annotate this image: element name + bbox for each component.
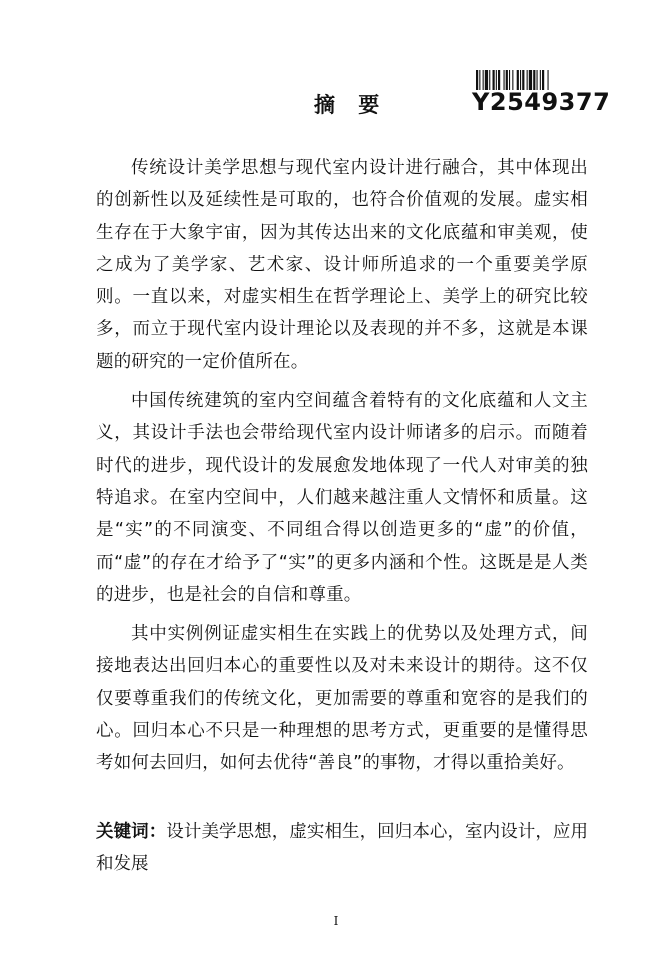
- keywords-section: [96, 816, 588, 880]
- abstract-paragraph-3: 其中实例例证虚实相生在实践上的优势以及处理方式，间接地表达出回归本心的重要性以及对未来设计的期待。这不仅仅要尊重我们的传统文化，更加需要的尊重和宽容的是我们的心。回归本心不只是一种理想的思考方式，更重要的是懂得思考如何去回归，如何去优待“善良”的事物，才得以重拾美好。: [96, 624, 588, 774]
- page-title: 摘 要: [314, 93, 388, 117]
- keywords-label: 关键词：: [96, 822, 167, 842]
- keywords-text: 设计美学思想，虚实相生，回归本心，室内设计，应用和发展: [96, 822, 588, 874]
- barcode-icon: [476, 70, 584, 90]
- abstract-paragraph-2: 中国传统建筑的室内空间蕴含着特有的文化底蕴和人文主义，其设计手法也会带给现代室内设计师诸多的启示。而随着时代的进步，现代设计的发展愈发地体现了一代人对审美的独特追求。在室内空间中，人们越来越注重人文情怀和质量。这是“实”的不同演变、不同组合得以创造更多的“虚”的价值，而“虚”的存在才给予了“实”的更多内涵和个性。这既是是人类的进步，也是社会的自信和尊重。: [96, 391, 588, 605]
- abstract-body: [96, 152, 588, 780]
- document-id: Y2549377: [472, 88, 611, 116]
- document-barcode-block: [472, 70, 611, 118]
- abstract-paragraph-1: 传统设计美学思想与现代室内设计进行融合，其中体现出的创新性以及延续性是可取的，也符合价值观的发展。虚实相生存在于大象宇宙，因为其传达出来的文化底蕴和审美观，使之成为了美学家、艺术家、设计师所追求的一个重要美学原则。一直以来，对虚实相生在哲学理论上、美学上的研究比较多，而立于现代室内设计理论以及表现的并不多，这就是本课题的研究的一定价值所在。: [96, 158, 588, 372]
- page-number: I: [333, 914, 339, 928]
